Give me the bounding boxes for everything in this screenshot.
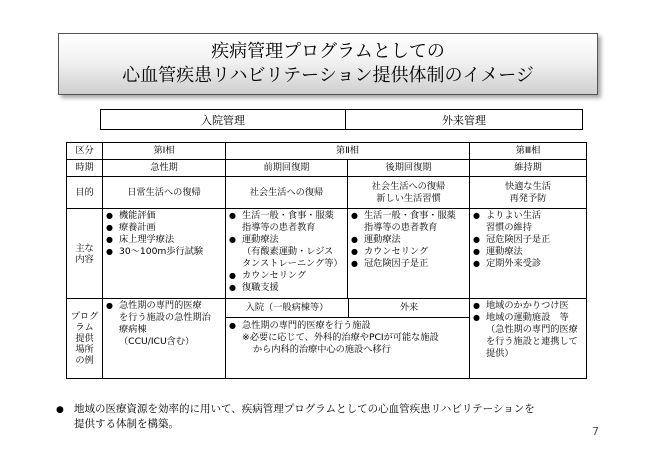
- footnote-line-2: 提供する体制を構築。: [74, 418, 179, 430]
- rehab-system-table: [66, 142, 587, 379]
- purpose-maint-line-1: 快適な生活: [505, 180, 551, 192]
- list-item: ● 運動療法: [351, 234, 466, 246]
- program-recovery: [226, 299, 470, 379]
- page-number: 7: [592, 425, 599, 438]
- list-item-text: よりよい生活: [486, 210, 542, 221]
- list-item: ● 療養計画: [106, 222, 222, 234]
- stage-1-header: 第Ⅰ相: [103, 143, 226, 160]
- list-item-text: を行う施設と連携して: [486, 336, 578, 347]
- program-maintenance: [470, 299, 587, 379]
- row-label-period: 時期: [67, 160, 103, 177]
- list-item: [106, 300, 222, 348]
- list-item-text: （CCU/ICU含む）: [119, 336, 195, 347]
- list-item: ● 床上理学療法: [106, 234, 222, 246]
- list-item-text: 地域の運動施設 等: [486, 312, 569, 323]
- list-item: ● 冠危険因子是正: [473, 234, 583, 246]
- row-label-content: 主な 内容: [67, 209, 103, 299]
- content-late-recovery: [348, 209, 470, 299]
- slide-title-line-2: 心血管疾患リハビリテーション提供体制のイメージ: [122, 65, 534, 86]
- list-item: ● 運動療法: [473, 246, 583, 258]
- program-note-line-2: から内科的治療中心の施設へ移行: [253, 344, 391, 355]
- list-item: [473, 210, 583, 234]
- list-item: ● カウンセリング: [229, 270, 344, 282]
- table-row-content: [67, 209, 587, 299]
- footnote-line-1: 地域の医療資源を効率的に用いて、疾病管理プログラムとしての心血管疾患リハビリテーションを: [74, 403, 535, 415]
- list-item: [351, 210, 466, 234]
- list-item-text: 急性期の専門的医療: [119, 300, 202, 311]
- content-early-recovery: [226, 209, 348, 299]
- table-row-period: [67, 160, 587, 177]
- list-item-text: を行う施設の急性期治: [119, 312, 211, 323]
- list-item-text: 生活一般・食事・服薬: [242, 210, 334, 221]
- row-label-purpose: 目的: [67, 177, 103, 209]
- table-row-division: [67, 143, 587, 160]
- list-item-text: 提供）: [486, 348, 514, 359]
- stage-3-header: 第Ⅲ相: [470, 143, 587, 160]
- program-acute: [103, 299, 226, 379]
- period-maintenance: 維持期: [470, 160, 587, 177]
- slide-title-box: [58, 33, 598, 95]
- list-item: [229, 210, 344, 234]
- footnote: [56, 402, 535, 432]
- list-item: ● 運動療法: [229, 234, 344, 246]
- row-label-program: プログ ラム 提供 場所 の例: [67, 299, 103, 379]
- purpose-late-recovery: [348, 177, 470, 209]
- list-sub-text: タンストレーニング等）: [242, 258, 343, 269]
- program-early-inpatient: 入院（一般病棟等）: [226, 299, 349, 317]
- program-late-outpatient: 外来: [399, 302, 419, 313]
- list-item: ● 地域のかかりつけ医: [473, 300, 583, 312]
- purpose-maint-line-2: 再発予防: [509, 192, 547, 204]
- purpose-late-line-2: 新しい生活習慣: [376, 192, 441, 204]
- period-early-recovery: 前期回復期: [226, 160, 348, 177]
- stage-2-header: 第Ⅱ相: [226, 143, 470, 160]
- list-item: [473, 312, 583, 360]
- purpose-acute: 日常生活への復帰: [103, 177, 226, 209]
- period-acute: 急性期: [103, 160, 226, 177]
- list-item: ● 急性期の専門的医療を行う施設: [229, 320, 466, 332]
- bullet-icon: ●: [56, 405, 64, 415]
- slide-title-line-1: 疾病管理プログラムとしての: [211, 41, 445, 62]
- table-row-program: [67, 299, 587, 379]
- list-item: ● 機能評価: [106, 210, 222, 222]
- program-note-line-1: ※必要に応じて、外科的治療やPCIが可能な施設: [242, 332, 439, 343]
- phase-outpatient: 外来管理: [345, 109, 583, 130]
- list-item: ● 冠危険因子是正: [351, 258, 466, 270]
- list-item-text: 習慣の維持: [486, 222, 532, 233]
- list-item-text: （急性期の専門的医療: [486, 324, 578, 335]
- list-item-text: 療病棟: [119, 324, 147, 335]
- purpose-maintenance: [470, 177, 587, 209]
- phase-inpatient: 入院管理: [100, 109, 346, 130]
- content-acute: [103, 209, 226, 299]
- table-row-purpose: [67, 177, 587, 209]
- purpose-early-recovery: 社会生活への復帰: [226, 177, 348, 209]
- row-label-division: 区分: [67, 143, 103, 160]
- list-item: ● カウンセリング: [351, 246, 466, 258]
- content-maintenance: [470, 209, 587, 299]
- list-item: ● 30〜100m歩行試験: [106, 246, 222, 258]
- list-item-text: 指導等の患者教育: [364, 222, 438, 233]
- list-item: ● 復職支援: [229, 282, 344, 294]
- list-item-text: 生活一般・食事・服薬: [364, 210, 456, 221]
- purpose-late-line-1: 社会生活への復帰: [371, 180, 446, 192]
- list-item-text: 指導等の患者教育: [242, 222, 316, 233]
- list-sub-text: （有酸素運動・レジス: [242, 246, 334, 257]
- period-late-recovery: 後期回復期: [348, 160, 470, 177]
- list-item: ● 定期外来受診: [473, 258, 583, 270]
